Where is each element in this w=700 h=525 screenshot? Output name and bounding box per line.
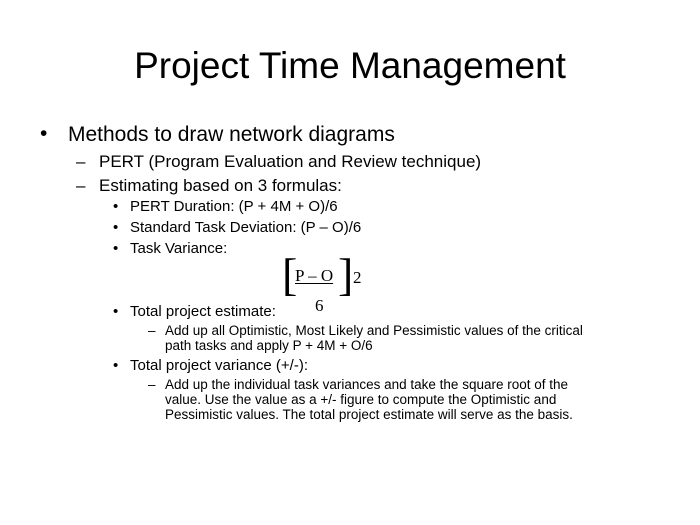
- variance-formula: [282, 249, 372, 315]
- bullet-marker: •: [113, 303, 119, 320]
- dash-marker: –: [148, 377, 156, 392]
- formula-exponent: 2: [353, 268, 362, 287]
- sub-item-estimating: Estimating based on 3 formulas:: [99, 176, 342, 195]
- item-total-estimate: Total project estimate:: [130, 303, 276, 320]
- detail-estimate-line-2: path tasks and apply P + 4M + O/6: [165, 338, 373, 353]
- item-total-variance: Total project variance (+/-):: [130, 357, 308, 374]
- bullet-marker: •: [113, 219, 119, 236]
- bullet-marker: •: [40, 122, 48, 145]
- formula-right-bracket: ]: [338, 249, 354, 300]
- bullet-marker: •: [113, 198, 119, 215]
- formula-denominator: 6: [315, 296, 324, 315]
- formula-left-bracket: [: [282, 249, 298, 300]
- bullet-marker: •: [113, 240, 119, 257]
- slide-title: Project Time Management: [134, 45, 566, 86]
- item-standard-deviation: Standard Task Deviation: (P – O)/6: [130, 219, 362, 236]
- item-task-variance: Task Variance:: [130, 240, 228, 257]
- sub-item-pert: PERT (Program Evaluation and Review technique): [99, 152, 482, 171]
- bullet-methods: Methods to draw network diagrams: [68, 123, 395, 146]
- detail-variance-line-3: Pessimistic values. The total project estimate will serve as the basis.: [165, 407, 573, 422]
- detail-variance-line-2: value. Use the value as a +/- figure to compute the Optimistic and: [165, 392, 557, 407]
- dash-marker: –: [76, 176, 86, 195]
- item-pert-duration: PERT Duration: (P + 4M + O)/6: [130, 198, 338, 215]
- dash-marker: –: [148, 323, 156, 338]
- detail-variance-line-1: Add up the individual task variances and take the square root of the: [165, 377, 569, 392]
- dash-marker: –: [76, 152, 86, 171]
- bullet-marker: •: [113, 357, 119, 374]
- detail-estimate-line-1: Add up all Optimistic, Most Likely and Pessimistic values of the critical: [165, 323, 583, 338]
- formula-numerator: P – O: [295, 266, 334, 285]
